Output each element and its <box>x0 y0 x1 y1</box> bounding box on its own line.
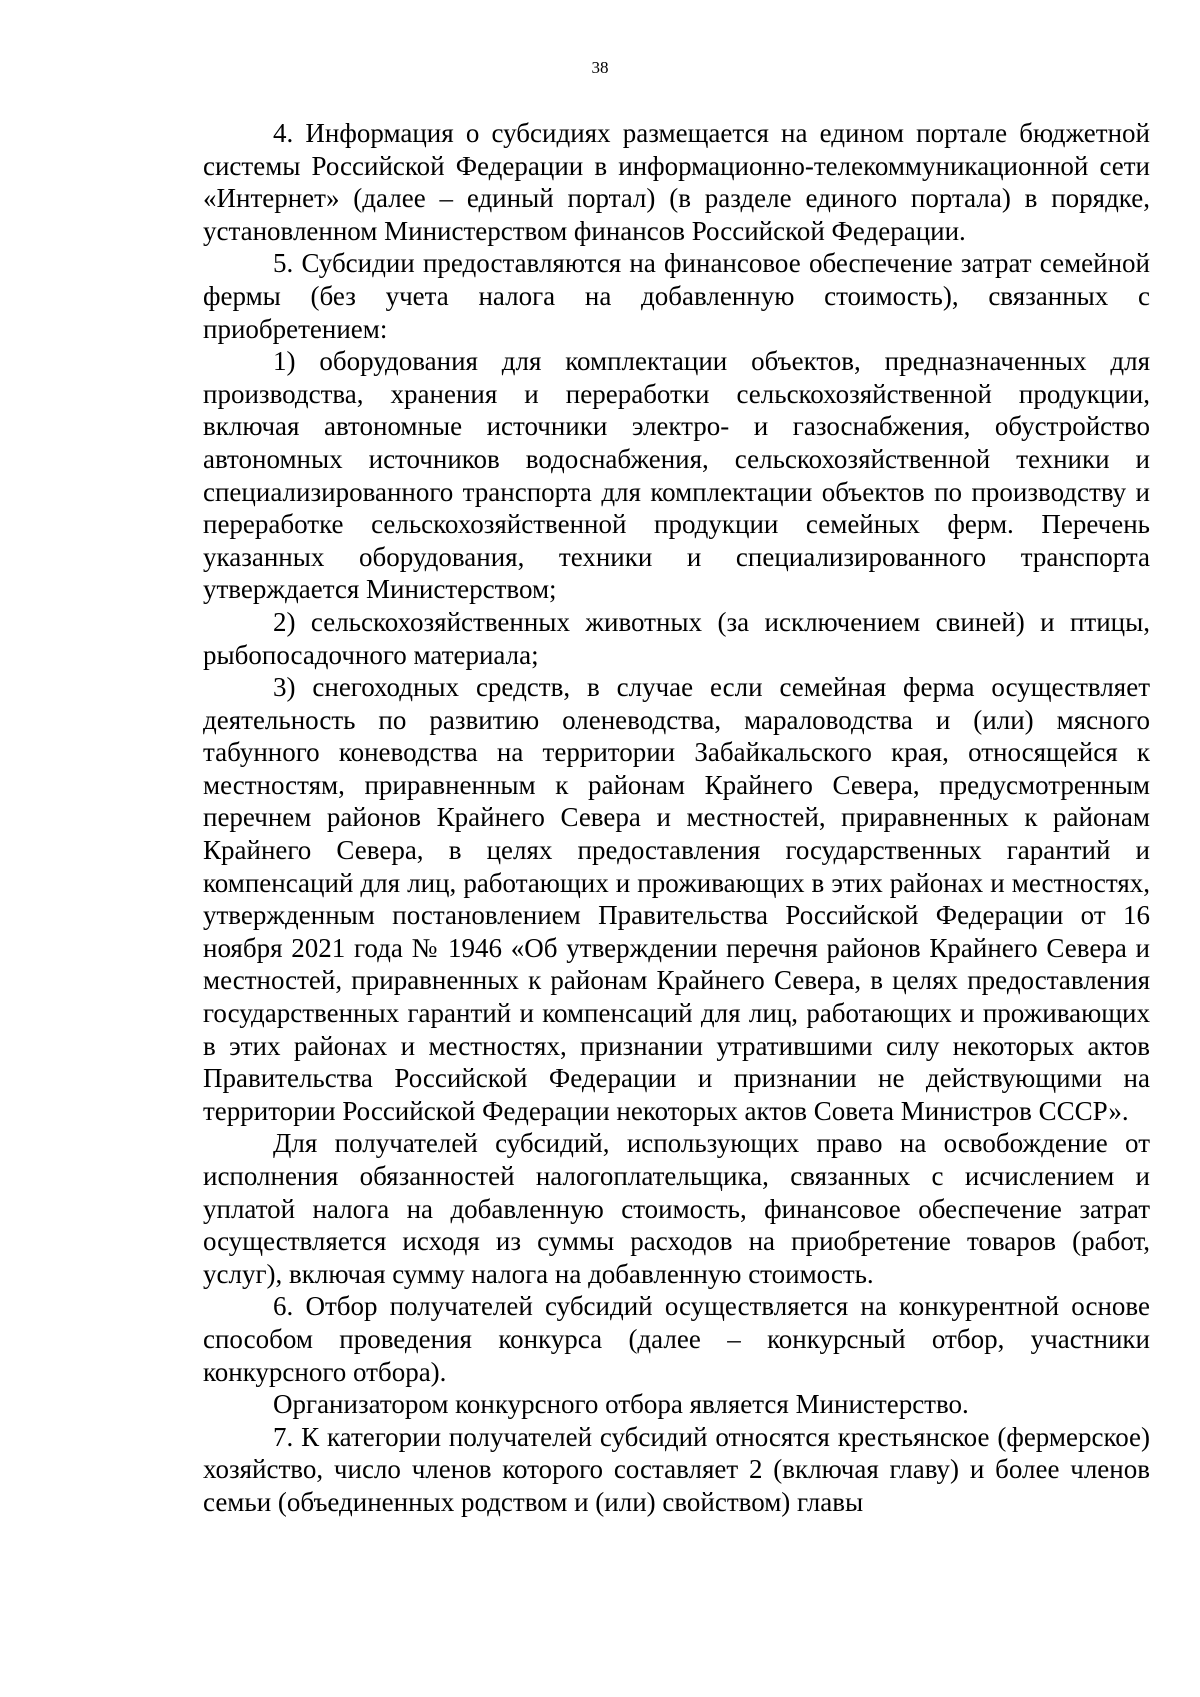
paragraph-7-recipients: 7. К категории получателей субсидий относятся крестьянское (фермерское) хозяйство, число членов которого составляет 2 (включая главу) и более членов семьи (объединенных родством и (или) свойством) главы <box>203 1421 1150 1517</box>
paragraph-4-subsidy-info: 4. Информация о субсидиях размещается на едином портале бюджетной системы Российской Федерации в информационно-телекоммуникационной сети «Интернет» (далее – единый портал) (в разделе единого портала) в порядке, установленном Министерством финансов Российской Федерации. <box>203 118 1150 246</box>
page-number: 38 <box>591 58 609 77</box>
list-item-2-animals: 2) сельскохозяйственных животных (за исключением свиней) и птицы, рыбопосадочного материала; <box>203 606 1150 670</box>
paragraph-organizer: Организатором конкурсного отбора является Министерство. <box>273 1389 969 1420</box>
paragraph-6-selection: 6. Отбор получателей субсидий осуществляется на конкурентной основе способом проведения конкурса (далее – конкурсный отбор, участники конкурсного отбора). <box>203 1291 1150 1387</box>
document-body <box>203 117 1150 1519</box>
paragraph-5-subsidy-purpose: 5. Субсидии предоставляются на финансовое обеспечение затрат семейной фермы (без учета налога на добавленную стоимость), связанных с приобретением: <box>203 248 1150 344</box>
paragraph-vat-exemption: Для получателей субсидий, использующих право на освобождение от исполнения обязанностей налогоплательщика, связанных с исчислением и уплатой налога на добавленную стоимость, финансовое обеспечение затрат осуществляется исходя из суммы расходов на приобретение товаров (работ, услуг), включая сумму налога на добавленную стоимость. <box>203 1128 1150 1289</box>
list-item-1-equipment: 1) оборудования для комплектации объектов, предназначенных для производства, хранения и переработки сельскохозяйственной продукции, включая автономные источники электро- и газоснабжения, обустройство автономных источников водоснабжения, сельскохозяйственной техники и специализированного транспорта для комплектации объектов по производству и переработке сельскохозяйственной продукции семейных ферм. Перечень указанных оборудования, техники и специализированного транспорта утверждается Министерством; <box>203 346 1150 605</box>
list-item-3-snowmobiles: 3) снегоходных средств, в случае если семейная ферма осуществляет деятельность по развитию оленеводства, мараловодства и (или) мясного табунного коневодства на территории Забайкальского края, относящейся к местностям, приравненным к районам Крайнего Севера, предусмотренным перечнем районов Крайнего Севера и местностей, приравненных к районам Крайнего Севера, в целях предоставления государственных гарантий и компенсаций для лиц, работающих и проживающих в этих районах и местностях, утвержденным постановлением Правительства Российской Федерации от 16 ноября 2021 года № 1946 «Об утверждении перечня районов Крайнего Севера и местностей, приравненных к районам Крайнего Севера, в целях предоставления государственных гарантий и компенсаций для лиц, работающих и проживающих в этих районах и местностях, признании утратившими силу некоторых актов Правительства Российской Федерации и признании не действующими на территории Российской Федерации некоторых актов Совета Министров СССР». <box>203 672 1150 1126</box>
